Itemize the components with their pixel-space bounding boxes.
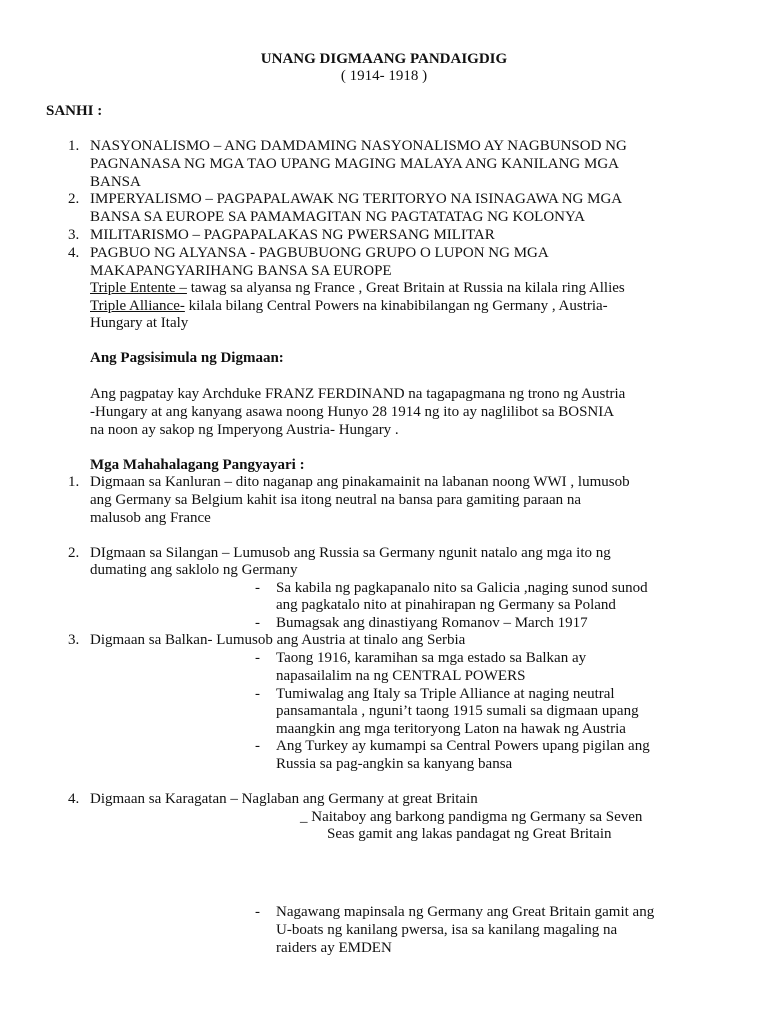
bullet-mark: - — [255, 904, 260, 920]
list-item-text: Digmaan sa Karagatan – Naglaban ang Germany at great Britain — [90, 791, 478, 807]
list-item-text: malusob ang France — [90, 510, 211, 526]
list-number: 2. — [68, 191, 80, 207]
list-item-text: Digmaan sa Kanluran – dito naganap ang pinakamainit na labanan noong WWI , lumusob — [90, 474, 630, 490]
bullet-text: raiders ay EMDEN — [276, 940, 392, 956]
list-number: 2. — [68, 545, 80, 561]
bullet-text: maangkin ang mga teritoryong Laton na hawak ng Austria — [276, 721, 626, 737]
sub-text: _ Naitaboy ang barkong pandigma ng Germany sa Seven — [300, 809, 643, 825]
paragraph-line: Ang pagpatay kay Archduke FRANZ FERDINAND na tagapagmana ng trono ng Austria — [90, 386, 626, 402]
list-item-text: MILITARISMO – PAGPAPALAKAS NG PWERSANG MILITAR — [90, 227, 495, 243]
bullet-text: Sa kabila ng pagkapanalo nito sa Galicia ,naging sunod sunod — [276, 580, 648, 596]
list-number: 3. — [68, 632, 80, 648]
list-item-text: dumating ang saklolo ng Germany — [90, 562, 298, 578]
triple-alliance-text-cont: Hungary at Italy — [90, 315, 189, 331]
bullet-text: Taong 1916, karamihan sa mga estado sa Balkan ay — [276, 650, 587, 666]
list-item-text: ang Germany sa Belgium kahit isa itong neutral na bansa para gamiting paraan na — [90, 492, 582, 508]
bullet-text: pansamantala , nguni’t taong 1915 sumali sa digmaan upang — [276, 703, 639, 719]
document-title: UNANG DIGMAANG PANDAIGDIG — [260, 51, 508, 67]
bullet-text: Russia sa pag-angkin sa kanyang bansa — [276, 756, 513, 772]
triple-entente-term: Triple Entente – — [90, 280, 187, 296]
bullet-text: Tumiwalag ang Italy sa Triple Alliance at naging neutral — [276, 686, 615, 702]
bullet-text: ang pagkatalo nito at pinahirapan ng Germany sa Poland — [276, 597, 616, 613]
bullet-mark: - — [255, 615, 260, 631]
sanhi-heading: SANHI : — [46, 103, 103, 119]
bullet-text: napasailalim na ng CENTRAL POWERS — [276, 668, 526, 684]
list-item-text: BANSA — [90, 174, 141, 190]
bullet-mark: - — [255, 686, 260, 702]
bullet-mark: - — [255, 738, 260, 754]
paragraph-line: na noon ay sakop ng Imperyong Austria- Hungary . — [90, 422, 399, 438]
sub-text: Seas gamit ang lakas pandagat ng Great Britain — [327, 826, 612, 842]
pagsisimula-heading: Ang Pagsisimula ng Digmaan: — [90, 350, 284, 366]
triple-entente-line — [90, 280, 625, 298]
list-item-text: Digmaan sa Balkan- Lumusob ang Austria at tinalo ang Serbia — [90, 632, 466, 648]
list-item-text: PAGBUO NG ALYANSA - PAGBUBUONG GRUPO O LUPON NG MGA — [90, 245, 549, 261]
bullet-text: Ang Turkey ay kumampi sa Central Powers upang pigilan ang — [276, 738, 650, 754]
bullet-mark: - — [255, 650, 260, 666]
list-number: 3. — [68, 227, 80, 243]
bullet-mark: - — [255, 580, 260, 596]
triple-alliance-line — [90, 298, 608, 316]
bullet-text: Bumagsak ang dinastiyang Romanov – March 1917 — [276, 615, 588, 631]
triple-alliance-text: kilala bilang Central Powers na kinabibilangan ng Germany , Austria- — [184, 298, 608, 314]
document-years: ( 1914- 1918 ) — [340, 68, 428, 84]
bullet-text: Nagawang mapinsala ng Germany ang Great Britain gamit ang — [276, 904, 655, 920]
list-item-text: BANSA SA EUROPE SA PAMAMAGITAN NG PAGTATATAG NG KOLONYA — [90, 209, 585, 225]
list-item-text: NASYONALISMO – ANG DAMDAMING NASYONALISMO AY NAGBUNSOD NG — [90, 138, 627, 154]
triple-alliance-term: Triple Alliance- — [90, 298, 185, 314]
list-number: 1. — [68, 138, 80, 154]
list-number: 1. — [68, 474, 80, 490]
list-item-text: PAGNANASA NG MGA TAO UPANG MAGING MALAYA ANG KANILANG MGA — [90, 156, 619, 172]
pangyayari-heading: Mga Mahahalagang Pangyayari : — [90, 457, 305, 473]
list-number: 4. — [68, 245, 80, 261]
list-item-text: MAKAPANGYARIHANG BANSA SA EUROPE — [90, 263, 392, 279]
list-item-text: IMPERYALISMO – PAGPAPALAWAK NG TERITORYO NA ISINAGAWA NG MGA — [90, 191, 623, 207]
bullet-text: U-boats ng kanilang pwersa, isa sa kanilang magaling na — [276, 922, 618, 938]
list-number: 4. — [68, 791, 80, 807]
triple-entente-text: tawag sa alyansa ng France , Great Britain at Russia na kilala ring Allies — [186, 280, 625, 296]
list-item-text: DIgmaan sa Silangan – Lumusob ang Russia sa Germany ngunit natalo ang mga ito ng — [90, 545, 611, 561]
paragraph-line: -Hungary at ang kanyang asawa noong Hunyo 28 1914 ng ito ay naglilibot sa BOSNIA — [90, 404, 615, 420]
